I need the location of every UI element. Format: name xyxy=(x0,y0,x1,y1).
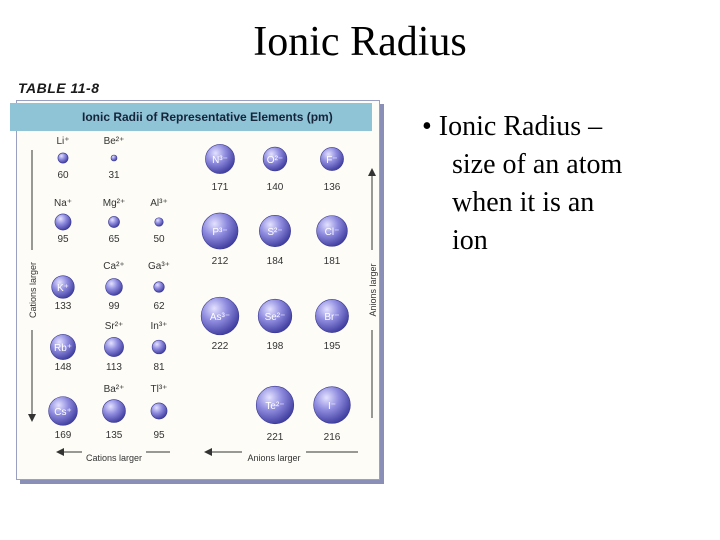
bullet-line-4: ion xyxy=(452,225,488,256)
cation-2-1-sphere xyxy=(55,214,71,230)
bullet-line-2: size of an atom xyxy=(452,149,623,180)
cation-4-2-radius-value: 113 xyxy=(106,362,122,373)
cation-3-3-sphere xyxy=(154,282,165,293)
anion-4-2-symbol: Te²⁻ xyxy=(265,401,285,412)
anion-3-1-radius-value: 222 xyxy=(211,341,229,352)
cation-2-3-sphere xyxy=(155,218,164,227)
cation-5-1-radius-value: 169 xyxy=(54,430,72,441)
cation-1-2-symbol: Be²⁺ xyxy=(103,136,125,147)
anion-4-2-radius-value: 221 xyxy=(266,432,284,443)
bullet-line-3: when it is an xyxy=(452,187,595,218)
anion-1-3-radius-value: 136 xyxy=(323,182,341,193)
cation-3-2-sphere xyxy=(106,279,123,296)
cation-2-2-symbol: Mg²⁺ xyxy=(102,198,126,209)
anion-4-3-radius-value: 216 xyxy=(323,432,341,443)
cation-4-1-symbol: Rb⁺ xyxy=(53,343,73,354)
cation-5-3-symbol: Tl³⁺ xyxy=(150,384,168,395)
cation-1-2-sphere xyxy=(111,155,117,161)
table-header: Ionic Radii of Representative Elements (pm) xyxy=(10,103,372,131)
cation-3-1-radius-value: 133 xyxy=(54,301,72,312)
cation-5-2-radius-value: 135 xyxy=(105,430,123,441)
cation-5-3-sphere xyxy=(151,403,167,419)
anion-3-1-symbol: As³⁻ xyxy=(209,312,231,323)
cation-2-1-radius-value: 95 xyxy=(57,234,69,245)
anion-2-1-symbol: P³⁻ xyxy=(212,227,228,238)
cation-4-3-symbol: In³⁺ xyxy=(150,321,168,332)
anion-2-3-symbol: Cl⁻ xyxy=(324,227,340,238)
anion-3-2-symbol: Se²⁻ xyxy=(264,312,286,323)
cation-2-1-symbol: Na⁺ xyxy=(53,198,73,209)
cation-2-3-symbol: Al³⁺ xyxy=(150,198,168,209)
anion-3-3-symbol: Br⁻ xyxy=(324,312,340,323)
cation-3-2-symbol: Ca²⁺ xyxy=(103,261,125,272)
cation-1-1-sphere xyxy=(58,153,68,163)
cation-2-3-radius-value: 50 xyxy=(153,234,165,245)
anions-horizontal-label: Anions larger xyxy=(247,453,301,463)
anion-3-2-radius-value: 198 xyxy=(266,341,284,352)
anion-1-1-symbol: N³⁻ xyxy=(212,155,228,166)
bullet-text xyxy=(422,108,622,260)
anion-1-3-symbol: F⁻ xyxy=(326,155,338,166)
anions-vertical-label: Anions larger xyxy=(368,263,378,317)
cation-5-2-sphere xyxy=(103,400,126,423)
cation-5-2-symbol: Ba²⁺ xyxy=(103,384,125,395)
cation-3-3-radius-value: 62 xyxy=(153,301,165,312)
cation-3-2-radius-value: 99 xyxy=(108,301,120,312)
cation-4-2-sphere xyxy=(104,337,123,356)
cation-4-1-radius-value: 148 xyxy=(54,362,72,373)
cation-5-3-radius-value: 95 xyxy=(153,430,165,441)
anion-2-2-radius-value: 184 xyxy=(266,256,284,267)
cation-4-2-symbol: Sr²⁺ xyxy=(104,321,124,332)
anion-2-1-radius-value: 212 xyxy=(211,256,229,267)
cation-3-1-symbol: K⁺ xyxy=(57,283,69,294)
cation-4-3-sphere xyxy=(152,340,166,354)
slide-title: Ionic Radius xyxy=(253,19,467,65)
cation-2-2-sphere xyxy=(108,216,119,227)
anion-1-1-radius-value: 171 xyxy=(211,182,229,193)
anion-3-3-radius-value: 195 xyxy=(323,341,341,352)
cation-2-2-radius-value: 65 xyxy=(108,234,120,245)
cation-1-1-radius-value: 60 xyxy=(57,170,69,181)
cation-3-3-symbol: Ga³⁺ xyxy=(148,261,170,272)
cation-4-3-radius-value: 81 xyxy=(153,362,165,373)
cations-horizontal-label: Cations larger xyxy=(85,453,143,463)
cations-vertical-label: Cations larger xyxy=(28,261,38,319)
anion-4-3-symbol: I⁻ xyxy=(327,401,337,412)
table-caption: TABLE 11-8 xyxy=(18,80,100,96)
cation-1-1-symbol: Li⁺ xyxy=(56,136,70,147)
anion-2-3-radius-value: 181 xyxy=(323,256,341,267)
bullet-line-1: • Ionic Radius – xyxy=(422,111,603,142)
anion-1-2-symbol: O²⁻ xyxy=(266,155,284,166)
anion-2-2-symbol: S²⁻ xyxy=(267,227,283,238)
ion-grid xyxy=(10,100,394,480)
cation-5-1-symbol: Cs⁺ xyxy=(54,407,72,418)
cation-1-2-radius-value: 31 xyxy=(108,170,120,181)
anion-1-2-radius-value: 140 xyxy=(266,182,284,193)
